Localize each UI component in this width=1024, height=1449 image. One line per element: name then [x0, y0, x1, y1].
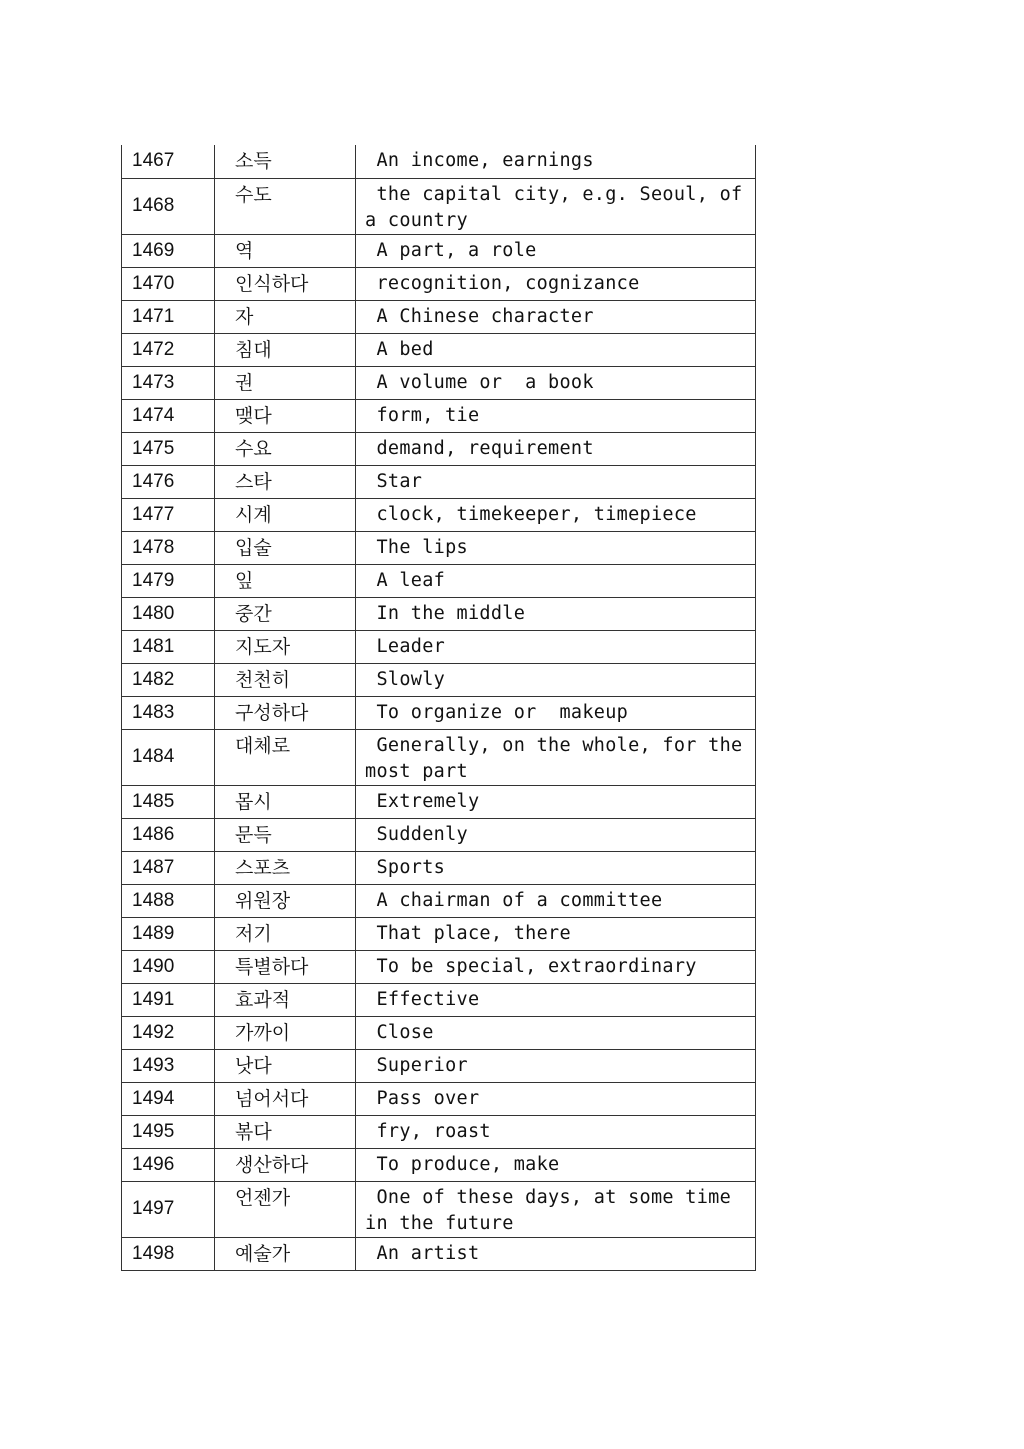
- english-meaning: Slowly: [356, 663, 756, 696]
- entry-number: 1484: [122, 729, 215, 785]
- korean-word: 권: [215, 366, 356, 399]
- table-row: [122, 630, 756, 663]
- korean-word: 시계: [215, 498, 356, 531]
- entry-number: 1489: [122, 917, 215, 950]
- entry-number: 1471: [122, 300, 215, 333]
- korean-word: 특별하다: [215, 950, 356, 983]
- table-row: [122, 696, 756, 729]
- entry-number: 1477: [122, 498, 215, 531]
- english-meaning: Suddenly: [356, 818, 756, 851]
- english-meaning: An artist: [356, 1237, 756, 1270]
- english-meaning: Star: [356, 465, 756, 498]
- english-meaning: The lips: [356, 531, 756, 564]
- korean-word: 저기: [215, 917, 356, 950]
- entry-number: 1485: [122, 785, 215, 818]
- english-meaning: One of these days, at some time in the future: [356, 1181, 756, 1237]
- entry-number: 1479: [122, 564, 215, 597]
- english-meaning: Pass over: [356, 1082, 756, 1115]
- korean-word: 중간: [215, 597, 356, 630]
- entry-number: 1486: [122, 818, 215, 851]
- korean-word: 입술: [215, 531, 356, 564]
- vocabulary-table-body: [122, 145, 756, 1270]
- table-row: [122, 1082, 756, 1115]
- entry-number: 1497: [122, 1181, 215, 1237]
- korean-word: 몹시: [215, 785, 356, 818]
- table-row: [122, 1115, 756, 1148]
- table-row: [122, 465, 756, 498]
- korean-word: 가까이: [215, 1016, 356, 1049]
- korean-word: 잎: [215, 564, 356, 597]
- korean-word: 언젠가: [215, 1181, 356, 1237]
- table-row: [122, 432, 756, 465]
- entry-number: 1495: [122, 1115, 215, 1148]
- english-meaning: In the middle: [356, 597, 756, 630]
- english-meaning: A bed: [356, 333, 756, 366]
- table-row: [122, 597, 756, 630]
- korean-word: 지도자: [215, 630, 356, 663]
- table-row: [122, 178, 756, 234]
- korean-word: 소득: [215, 145, 356, 178]
- entry-number: 1490: [122, 950, 215, 983]
- korean-word: 인식하다: [215, 267, 356, 300]
- korean-word: 구성하다: [215, 696, 356, 729]
- english-meaning: Extremely: [356, 785, 756, 818]
- entry-number: 1467: [122, 145, 215, 178]
- korean-word: 생산하다: [215, 1148, 356, 1181]
- english-meaning: That place, there: [356, 917, 756, 950]
- table-row: [122, 818, 756, 851]
- english-meaning: fry, roast: [356, 1115, 756, 1148]
- korean-word: 대체로: [215, 729, 356, 785]
- vocabulary-table: [121, 145, 756, 1271]
- entry-number: 1494: [122, 1082, 215, 1115]
- english-meaning: A Chinese character: [356, 300, 756, 333]
- table-row: [122, 983, 756, 1016]
- table-row: [122, 267, 756, 300]
- entry-number: 1468: [122, 178, 215, 234]
- english-meaning: Superior: [356, 1049, 756, 1082]
- entry-number: 1470: [122, 267, 215, 300]
- english-meaning: To be special, extraordinary: [356, 950, 756, 983]
- table-row: [122, 729, 756, 785]
- korean-word: 스타: [215, 465, 356, 498]
- english-meaning: the capital city, e.g. Seoul, of a country: [356, 178, 756, 234]
- entry-number: 1492: [122, 1016, 215, 1049]
- english-meaning: recognition, cognizance: [356, 267, 756, 300]
- entry-number: 1493: [122, 1049, 215, 1082]
- table-row: [122, 145, 756, 178]
- english-meaning: A chairman of a committee: [356, 884, 756, 917]
- entry-number: 1487: [122, 851, 215, 884]
- table-row: [122, 884, 756, 917]
- korean-word: 수도: [215, 178, 356, 234]
- table-row: [122, 1049, 756, 1082]
- korean-word: 침대: [215, 333, 356, 366]
- table-row: [122, 531, 756, 564]
- entry-number: 1478: [122, 531, 215, 564]
- entry-number: 1472: [122, 333, 215, 366]
- korean-word: 효과적: [215, 983, 356, 1016]
- korean-word: 자: [215, 300, 356, 333]
- english-meaning: form, tie: [356, 399, 756, 432]
- entry-number: 1491: [122, 983, 215, 1016]
- english-meaning: Sports: [356, 851, 756, 884]
- entry-number: 1473: [122, 366, 215, 399]
- entry-number: 1496: [122, 1148, 215, 1181]
- entry-number: 1488: [122, 884, 215, 917]
- english-meaning: A leaf: [356, 564, 756, 597]
- entry-number: 1481: [122, 630, 215, 663]
- table-row: [122, 1016, 756, 1049]
- korean-word: 역: [215, 234, 356, 267]
- entry-number: 1475: [122, 432, 215, 465]
- table-row: [122, 300, 756, 333]
- english-meaning: To produce, make: [356, 1148, 756, 1181]
- entry-number: 1474: [122, 399, 215, 432]
- entry-number: 1469: [122, 234, 215, 267]
- table-row: [122, 1181, 756, 1237]
- table-row: [122, 1148, 756, 1181]
- english-meaning: Generally, on the whole, for the most part: [356, 729, 756, 785]
- table-row: [122, 366, 756, 399]
- table-row: [122, 399, 756, 432]
- english-meaning: A volume or a book: [356, 366, 756, 399]
- korean-word: 넘어서다: [215, 1082, 356, 1115]
- english-meaning: Effective: [356, 983, 756, 1016]
- english-meaning: Close: [356, 1016, 756, 1049]
- english-meaning: Leader: [356, 630, 756, 663]
- entry-number: 1483: [122, 696, 215, 729]
- korean-word: 수요: [215, 432, 356, 465]
- table-row: [122, 564, 756, 597]
- korean-word: 위원장: [215, 884, 356, 917]
- korean-word: 맺다: [215, 399, 356, 432]
- table-row: [122, 234, 756, 267]
- table-row: [122, 950, 756, 983]
- table-row: [122, 851, 756, 884]
- korean-word: 낫다: [215, 1049, 356, 1082]
- english-meaning: A part, a role: [356, 234, 756, 267]
- korean-word: 문득: [215, 818, 356, 851]
- table-row: [122, 498, 756, 531]
- korean-word: 스포츠: [215, 851, 356, 884]
- table-row: [122, 333, 756, 366]
- entry-number: 1498: [122, 1237, 215, 1270]
- entry-number: 1482: [122, 663, 215, 696]
- korean-word: 예술가: [215, 1237, 356, 1270]
- table-row: [122, 1237, 756, 1270]
- table-row: [122, 785, 756, 818]
- table-row: [122, 917, 756, 950]
- english-meaning: An income, earnings: [356, 145, 756, 178]
- korean-word: 볶다: [215, 1115, 356, 1148]
- english-meaning: clock, timekeeper, timepiece: [356, 498, 756, 531]
- entry-number: 1476: [122, 465, 215, 498]
- english-meaning: To organize or makeup: [356, 696, 756, 729]
- entry-number: 1480: [122, 597, 215, 630]
- korean-word: 천천히: [215, 663, 356, 696]
- english-meaning: demand, requirement: [356, 432, 756, 465]
- table-row: [122, 663, 756, 696]
